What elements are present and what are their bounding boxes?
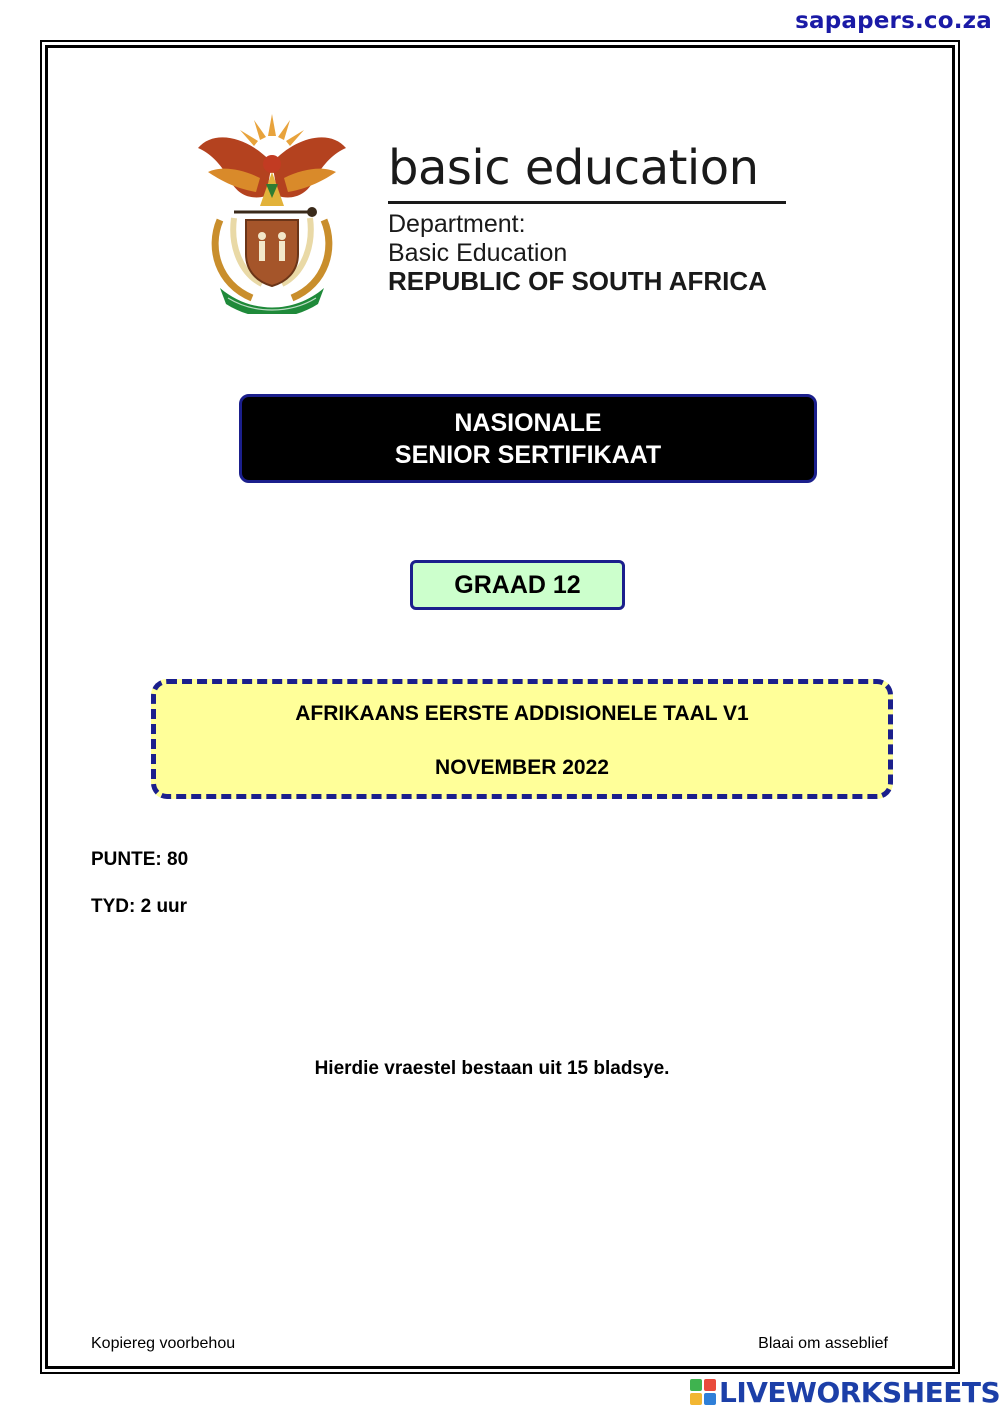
grade-label: GRAAD 12: [454, 570, 581, 599]
certificate-banner: [239, 394, 817, 483]
brand-underline: [388, 201, 786, 204]
exam-date: NOVEMBER 2022: [435, 756, 609, 779]
subject-name: AFRIKAANS EERSTE ADDISIONELE TAAL V1: [295, 702, 749, 725]
site-link[interactable]: sapapers.co.za: [795, 8, 992, 34]
liveworksheets-icon: [690, 1379, 716, 1405]
subject-panel: [151, 679, 893, 799]
certificate-line-2: SENIOR SERTIFIKAAT: [394, 440, 662, 469]
grade-badge: [410, 560, 625, 610]
coat-of-arms-icon: [190, 108, 354, 314]
liveworksheets-wordmark: LIVEWORKSHEETS: [719, 1375, 1000, 1409]
department-label: Department:: [388, 210, 526, 238]
liveworksheets-logo[interactable]: [690, 1376, 1000, 1408]
brand-title: basic education: [388, 140, 759, 196]
department-name: Basic Education: [388, 239, 568, 267]
certificate-line-1: NASIONALE: [454, 408, 602, 437]
time-label: TYD: 2 uur: [91, 896, 188, 917]
marks-label: PUNTE: 80: [91, 849, 189, 870]
country-name: REPUBLIC OF SOUTH AFRICA: [388, 266, 767, 296]
page-count-note: Hierdie vraestel bestaan uit 15 bladsye.: [314, 1058, 670, 1079]
turn-page-note: Blaai om asseblief: [758, 1335, 888, 1352]
copyright-note: Kopiereg voorbehou: [91, 1335, 236, 1352]
